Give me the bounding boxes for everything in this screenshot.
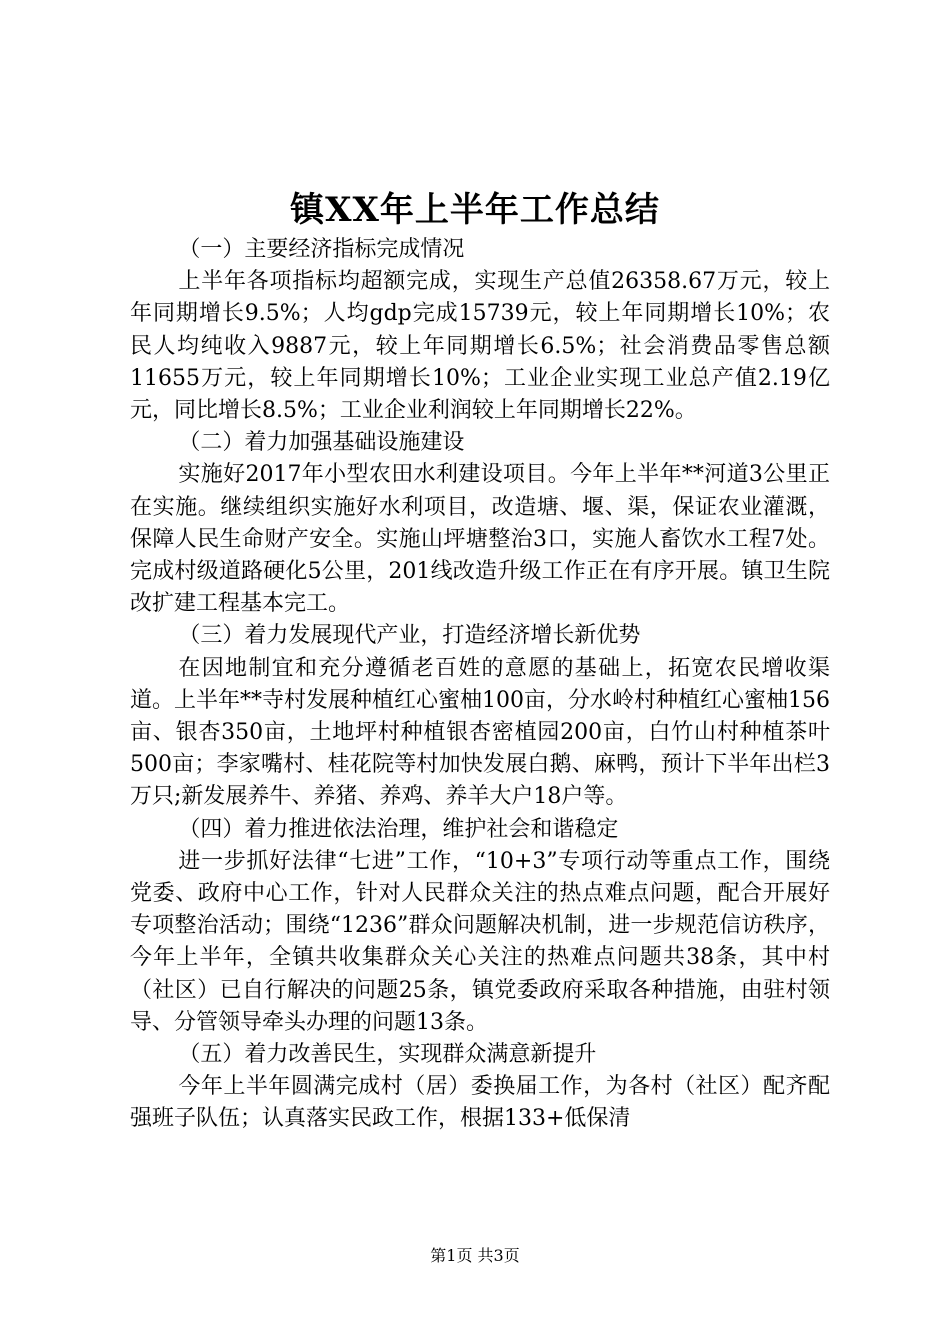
page-footer: 第1页 共3页 [430,1246,520,1265]
section-heading-1: （一）主要经济指标完成情况 [178,237,465,262]
section-paragraph-2: 实施好2017年小型农田水利建设项目。今年上半年**河道3公里正在实施。继续组织实施好水利项目，改造塘、堰、渠，保证农业灌溉，保障人民生命财产安全。实施山坪塘整治3口，实施人畜饮水工程7处。完成村级道路硬化5公里，201线改造升级工作正在有序开展。镇卫生院改扩建工程基本完工。 [130,462,830,617]
section-paragraph-4: 进一步抓好法律“七进”工作，“10+3”专项行动等重点工作，围绕党委、政府中心工作，针对人民群众关注的热点难点问题，配合开展好专项整治活动；围绕“1236”群众问题解决机制，进一步规范信访秩序，今年上半年，全镇共收集群众关心关注的热难点问题共38条，其中村（社区）已自行解决的问题25条，镇党委政府采取各种措施，由驻村领导、分管领导牵头办理的问题13条。 [130,848,830,1035]
section-paragraph-5: 今年上半年圆满完成村（居）委换届工作，为各村（社区）配齐配强班子队伍；认真落实民政工作，根据133+低保清 [130,1074,830,1132]
document-body [130,234,830,1136]
section-paragraph-1: 上半年各项指标均超额完成，实现生产总值26358.67万元，较上年同期增长9.5%；人均gdp完成15739元，较上年同期增长10%；农民人均纯收入9887元，较上年同期增长6.5%；社会消费品零售总额11655万元，较上年同期增长10%；工业企业实现工业总产值2.19亿元，同比增长8.5%；工业企业利润较上年同期增长22%。 [130,269,830,424]
section-heading-2: （二）着力加强基础设施建设 [178,430,465,456]
section-paragraph-3: 在因地制宜和充分遵循老百姓的意愿的基础上，拓宽农民增收渠道。上半年**寺村发展种植红心蜜柚100亩，分水岭村种植红心蜜柚156亩、银杏350亩，土地坪村种植银杏密植园200亩，白竹山村种植茶叶500亩；李家嘴村、桂花院等村加快发展白鹅、麻鸭，预计下半年出栏3万只;新发展养牛、养猪、养鸡、养羊大户18户等。 [130,655,830,810]
section-heading-4: （四）着力推进依法治理，维护社会和谐稳定 [178,816,619,842]
document-title: 镇XX年上半年工作总结 [290,190,660,230]
section-heading-5: （五）着力改善民生，实现群众满意新提升 [178,1042,597,1068]
section-heading-3: （三）着力发展现代产业，打造经济增长新优势 [178,623,641,649]
